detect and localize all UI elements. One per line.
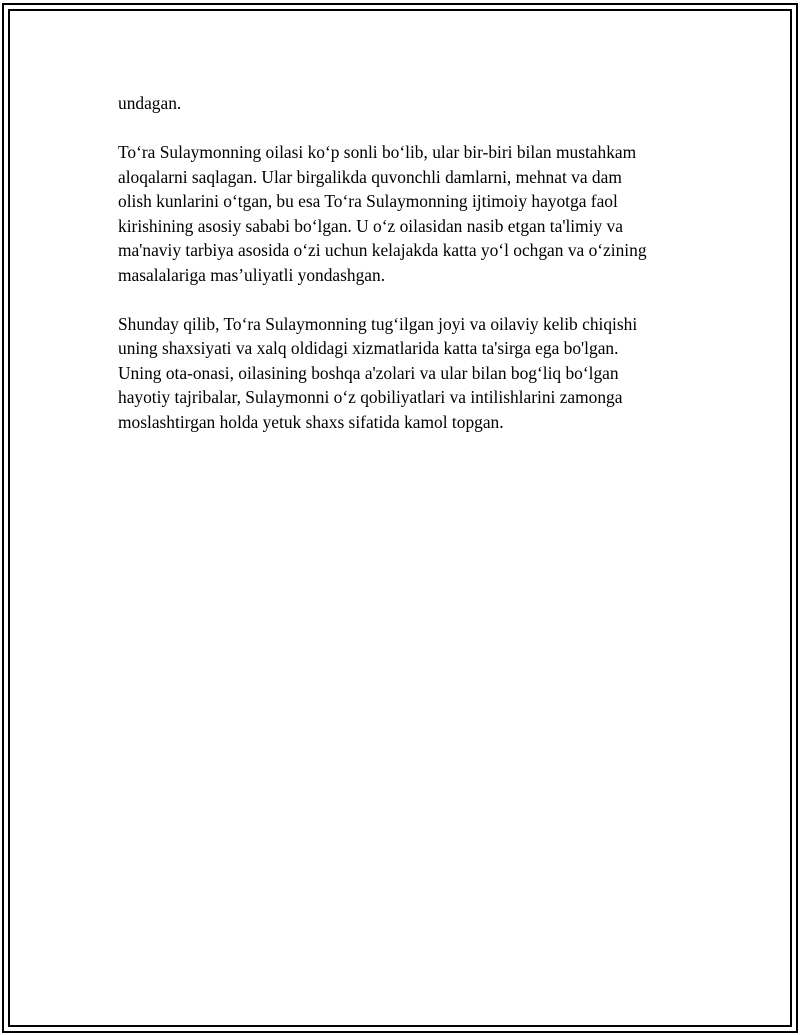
paragraph-1 (118, 91, 690, 116)
text-line: olish kunlarini o‘tgan, bu esa To‘ra Sulaymonning ijtimoiy hayotga faol (118, 191, 618, 211)
paragraph-3 (118, 312, 690, 435)
text-line: Shunday qilib, To‘ra Sulaymonning tug‘ilgan joyi va oilaviy kelib chiqishi (118, 313, 638, 334)
text-line: Uning ota-onasi, oilasining boshqa a'zolari va ular bilan bog‘liq bo‘lgan (118, 362, 619, 383)
text-line: uning shaxsiyati va xalq oldidagi xizmatlarida katta ta'sirga ega bo'lgan. (118, 338, 619, 358)
text-line: masalalariga mas’uliyatli yondashgan. (118, 264, 386, 285)
text-line: hayotiy tajribalar, Sulaymonni o‘z qobiliyatlari va intilishlarini zamonga (118, 387, 623, 407)
document-body (118, 91, 690, 459)
text-line: moslashtirgan holda yetuk shaxs sifatida kamol topgan. (118, 411, 504, 432)
text-line: kirishining asosiy sababi bo‘lgan. U o‘z oilasidan nasib etgan ta'limiy va (118, 215, 623, 236)
paragraph-2 (118, 140, 690, 287)
text-line: ma'naviy tarbiya asosida o‘zi uchun kelajakda katta yo‘l ochgan va o‘zining (118, 240, 647, 260)
text-line: To‘ra Sulaymonning oilasi ko‘p sonli bo‘lib, ular bir-biri bilan mustahkam (118, 142, 637, 162)
text-line: aloqalarni saqlagan. Ular birgalikda quvonchli damlarni, mehnat va dam (118, 166, 622, 187)
text-line: undagan. (118, 93, 182, 113)
